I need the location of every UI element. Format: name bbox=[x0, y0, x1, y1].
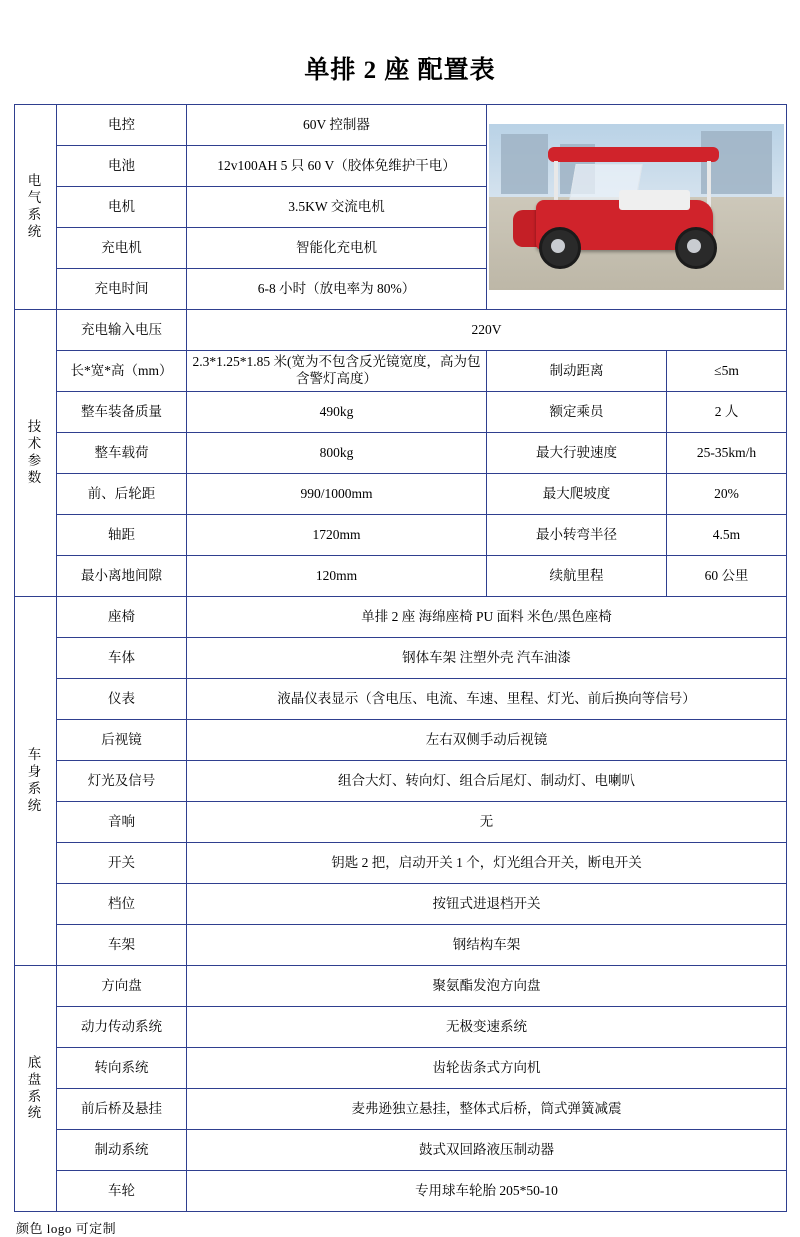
row-label: 电池 bbox=[57, 146, 187, 187]
product-photo bbox=[489, 124, 784, 290]
cart-roof bbox=[548, 147, 719, 162]
row-value: 3.5KW 交流电机 bbox=[187, 187, 487, 228]
row-value: 单排 2 座 海绵座椅 PU 面料 米色/黑色座椅 bbox=[187, 597, 787, 638]
row-value: 左右双侧手动后视镜 bbox=[187, 720, 787, 761]
row-value-secondary: 20% bbox=[667, 474, 787, 515]
table-row bbox=[15, 1007, 787, 1048]
row-label: 灯光及信号 bbox=[57, 761, 187, 802]
row-value: 1720mm bbox=[187, 515, 487, 556]
row-value-secondary: ≤5m bbox=[667, 351, 787, 392]
row-label-secondary: 最小转弯半径 bbox=[487, 515, 667, 556]
row-label: 充电时间 bbox=[57, 269, 187, 310]
row-value: 120mm bbox=[187, 556, 487, 597]
photo-building bbox=[701, 131, 772, 194]
row-label: 整车载荷 bbox=[57, 433, 187, 474]
photo-building bbox=[501, 134, 548, 194]
row-label: 仪表 bbox=[57, 679, 187, 720]
row-value: 聚氨酯发泡方向盘 bbox=[187, 966, 787, 1007]
row-value: 60V 控制器 bbox=[187, 105, 487, 146]
row-label: 车体 bbox=[57, 638, 187, 679]
table-row bbox=[15, 474, 787, 515]
row-value: 12v100AH 5 只 60 V（胶体免维护干电） bbox=[187, 146, 487, 187]
row-value: 专用球车轮胎 205*50-10 bbox=[187, 1171, 787, 1212]
row-label-secondary: 最大爬坡度 bbox=[487, 474, 667, 515]
row-label: 音响 bbox=[57, 802, 187, 843]
table-row bbox=[15, 802, 787, 843]
product-photo-cell bbox=[487, 105, 787, 310]
row-value: 无极变速系统 bbox=[187, 1007, 787, 1048]
table-row bbox=[15, 556, 787, 597]
row-label: 轴距 bbox=[57, 515, 187, 556]
row-value: 220V bbox=[187, 310, 787, 351]
row-label: 电机 bbox=[57, 187, 187, 228]
row-value-secondary: 4.5m bbox=[667, 515, 787, 556]
row-value: 6-8 小时（放电率为 80%） bbox=[187, 269, 487, 310]
row-value: 组合大灯、转向灯、组合后尾灯、制动灯、电喇叭 bbox=[187, 761, 787, 802]
row-label: 座椅 bbox=[57, 597, 187, 638]
row-label: 档位 bbox=[57, 884, 187, 925]
row-value: 齿轮齿条式方向机 bbox=[187, 1048, 787, 1089]
table-row bbox=[15, 761, 787, 802]
cart-front-wheel bbox=[539, 227, 581, 269]
row-label: 制动系统 bbox=[57, 1130, 187, 1171]
row-label: 转向系统 bbox=[57, 1048, 187, 1089]
table-row bbox=[15, 1171, 787, 1212]
table-row bbox=[15, 105, 787, 146]
row-value: 2.3*1.25*1.85 米(宽为不包含反光镜宽度，高为包含警灯高度） bbox=[187, 351, 487, 392]
row-value: 800kg bbox=[187, 433, 487, 474]
row-label: 后视镜 bbox=[57, 720, 187, 761]
row-value: 990/1000mm bbox=[187, 474, 487, 515]
row-value: 钢体车架 注塑外壳 汽车油漆 bbox=[187, 638, 787, 679]
table-row bbox=[15, 638, 787, 679]
row-value: 麦弗逊独立悬挂，整体式后桥，筒式弹簧减震 bbox=[187, 1089, 787, 1130]
group-label-technical-text: 技术参数 bbox=[27, 419, 44, 485]
row-value: 钥匙 2 把，启动开关 1 个，灯光组合开关，断电开关 bbox=[187, 843, 787, 884]
row-value: 钢结构车架 bbox=[187, 925, 787, 966]
group-label-electrical-text: 电气系统 bbox=[27, 173, 44, 239]
row-label: 充电输入电压 bbox=[57, 310, 187, 351]
row-value: 490kg bbox=[187, 392, 487, 433]
table-row bbox=[15, 310, 787, 351]
group-label-chassis-text: 底盘系统 bbox=[27, 1054, 44, 1121]
group-label-body-text: 车身系统 bbox=[27, 747, 44, 813]
row-label: 动力传动系统 bbox=[57, 1007, 187, 1048]
row-value: 智能化充电机 bbox=[187, 228, 487, 269]
row-value-secondary: 60 公里 bbox=[667, 556, 787, 597]
table-row bbox=[15, 843, 787, 884]
table-row bbox=[15, 1048, 787, 1089]
table-row bbox=[15, 351, 787, 392]
group-label-technical bbox=[15, 310, 57, 597]
row-label-secondary: 制动距离 bbox=[487, 351, 667, 392]
row-value: 液晶仪表显示（含电压、电流、车速、里程、灯光、前后换向等信号） bbox=[187, 679, 787, 720]
row-value-secondary: 2 人 bbox=[667, 392, 787, 433]
table-row bbox=[15, 966, 787, 1007]
table-row bbox=[15, 515, 787, 556]
row-label: 车轮 bbox=[57, 1171, 187, 1212]
table-row bbox=[15, 597, 787, 638]
row-label-secondary: 续航里程 bbox=[487, 556, 667, 597]
cart-rear-wheel bbox=[675, 227, 717, 269]
table-row bbox=[15, 433, 787, 474]
footer-note: 颜色 logo 可定制 bbox=[16, 1221, 117, 1236]
group-label-body bbox=[15, 597, 57, 966]
table-row bbox=[15, 925, 787, 966]
row-label: 方向盘 bbox=[57, 966, 187, 1007]
row-label: 前、后轮距 bbox=[57, 474, 187, 515]
specification-table bbox=[14, 104, 787, 1212]
row-label: 充电机 bbox=[57, 228, 187, 269]
group-label-chassis bbox=[15, 966, 57, 1212]
row-value: 按钮式进退档开关 bbox=[187, 884, 787, 925]
row-label: 开关 bbox=[57, 843, 187, 884]
row-label: 前后桥及悬挂 bbox=[57, 1089, 187, 1130]
table-row bbox=[15, 1089, 787, 1130]
row-label: 最小离地间隙 bbox=[57, 556, 187, 597]
cart-seat bbox=[619, 190, 690, 210]
row-value-secondary: 25-35km/h bbox=[667, 433, 787, 474]
row-value: 鼓式双回路液压制动器 bbox=[187, 1130, 787, 1171]
row-value: 无 bbox=[187, 802, 787, 843]
page-title: 单排 2 座 配置表 bbox=[304, 57, 496, 84]
cart-pillar bbox=[707, 161, 711, 207]
table-row bbox=[15, 884, 787, 925]
row-label: 整车装备质量 bbox=[57, 392, 187, 433]
group-label-electrical bbox=[15, 105, 57, 310]
row-label-secondary: 额定乘员 bbox=[487, 392, 667, 433]
table-row bbox=[15, 679, 787, 720]
table-row bbox=[15, 1130, 787, 1171]
row-label: 车架 bbox=[57, 925, 187, 966]
table-row bbox=[15, 392, 787, 433]
row-label: 长*宽*高（mm） bbox=[57, 351, 187, 392]
table-row bbox=[15, 720, 787, 761]
row-label: 电控 bbox=[57, 105, 187, 146]
row-label-secondary: 最大行驶速度 bbox=[487, 433, 667, 474]
